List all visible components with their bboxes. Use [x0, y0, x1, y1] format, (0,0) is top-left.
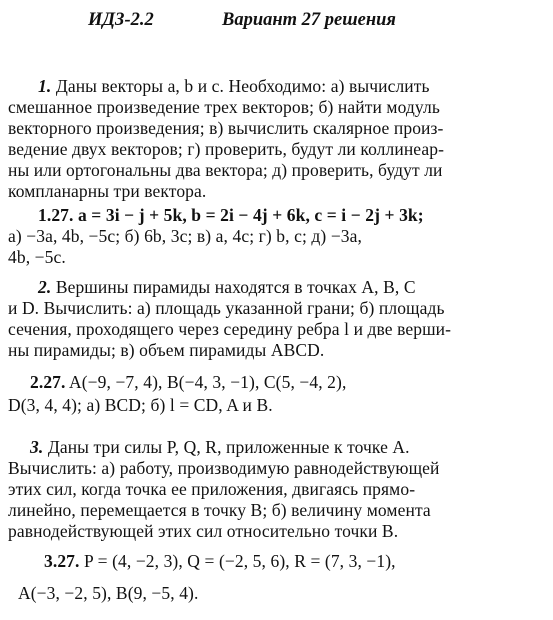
task2-line-4: ны пирамиды; в) объем пирамиды ABCD. [8, 340, 325, 360]
task1-variant-text-1: a = 3i − j + 5k, b = 2i − 4j + 6k, c = i − 2j + 3k; [77, 205, 424, 225]
task1-line-5: ны или ортогональны два вектора; д) проверить, будут ли [8, 160, 443, 180]
task2-variant-text-1: A(−9, −7, 4), B(−4, 3, −1), C(5, −4, 2), [69, 372, 347, 392]
task1-variant-number: 1.27. [38, 205, 74, 225]
task1-line-2: смешанное произведение трех векторов; б) найти модуль [8, 97, 440, 117]
task3-variant-line-2: A(−3, −2, 5), B(9, −5, 4). [18, 583, 199, 603]
task3-line-2: Вычислить: а) работу, производимую равнодействующей [8, 458, 440, 478]
task1-line-1 [38, 76, 430, 96]
task3-text-1: Даны три силы P, Q, R, приложенные к точке A. [47, 437, 410, 457]
task1-line-3: векторного произведения; в) вычислить скалярное произ- [8, 118, 444, 138]
task2-text-1: Вершины пирамиды находятся в точках A, B, C [55, 277, 416, 297]
task3-variant-line-1 [44, 551, 396, 571]
task3-line-4: линейно, перемещается в точку B; б) величину момента [8, 500, 431, 520]
task3-line-5: равнодействующей этих сил относительно точки B. [8, 521, 399, 541]
task2-variant-line-1 [30, 372, 346, 392]
task1-number: 1. [38, 76, 52, 96]
variant-title: Вариант 27 решения [222, 10, 396, 30]
task2-variant-line-2: D(3, 4, 4); а) BCD; б) l = CD, A и B. [8, 395, 273, 415]
task1-variant-line-2: а) −3a, 4b, −5c; б) 6b, 3c; в) a, 4c; г) b, c; д) −3a, [8, 226, 362, 246]
task2-line-1 [38, 277, 416, 297]
task3-line-3: этих сил, когда точка ее приложения, двигаясь прямо- [8, 479, 416, 499]
task2-number: 2. [38, 277, 52, 297]
task1-line-4: ведение двух векторов; г) проверить, будут ли коллинеар- [8, 139, 445, 159]
task2-variant-number: 2.27. [30, 372, 66, 392]
task1-line-6: компланарны три вектора. [8, 181, 207, 201]
task1-variant-line-1 [38, 205, 424, 225]
task3-variant-number: 3.27. [44, 551, 80, 571]
document-title: ИДЗ-2.2 [88, 10, 154, 30]
task3-number: 3. [30, 437, 44, 457]
task3-variant-text-1: P = (4, −2, 3), Q = (−2, 5, 6), R = (7, 3, −1), [83, 551, 396, 571]
task2-line-3: сечения, проходящего через середину ребра l и две верши- [8, 319, 452, 339]
task3-line-1 [30, 437, 410, 457]
task1-variant-line-3: 4b, −5c. [8, 247, 66, 267]
task2-line-2: и D. Вычислить: а) площадь указанной грани; б) площадь [8, 298, 445, 318]
task1-text-1: Даны векторы a, b и c. Необходимо: а) вычислить [55, 76, 430, 96]
